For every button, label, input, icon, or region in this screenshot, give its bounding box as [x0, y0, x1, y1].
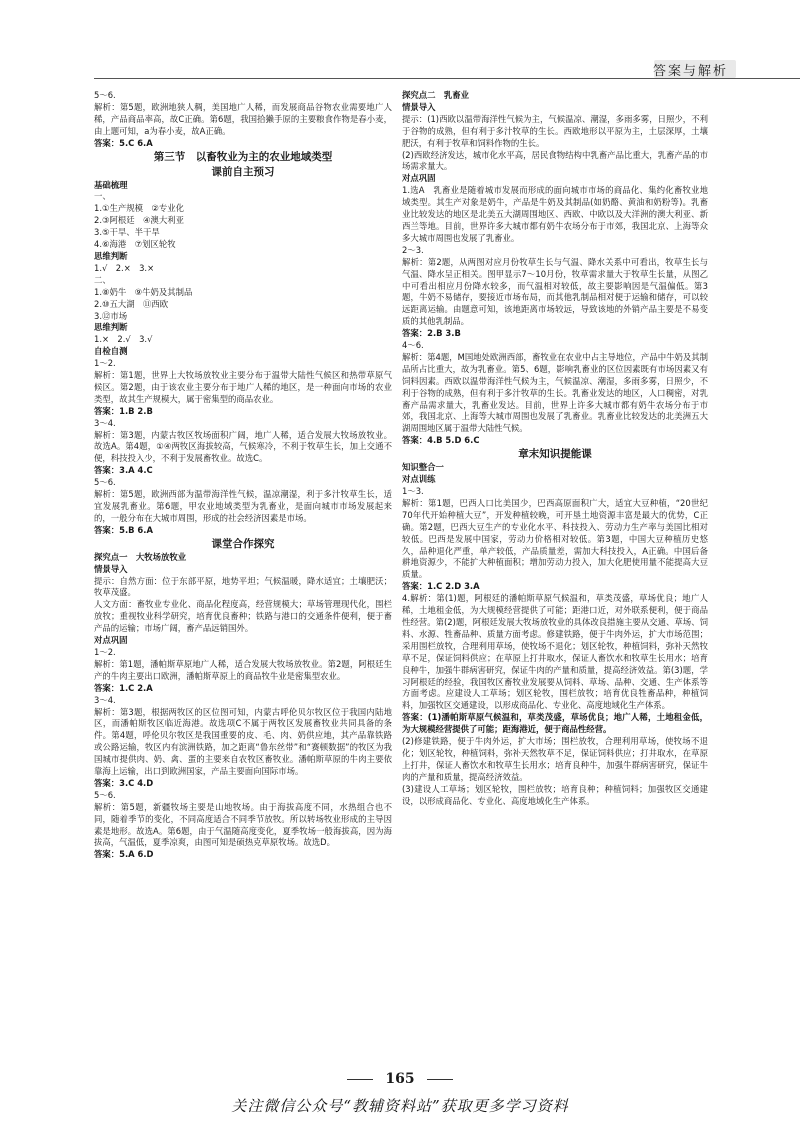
left-column-line: 人文方面：畜牧业专业化、商品化程度高，经营规模大；草场管理现代化，围栏放牧；重视牧业科学研究，培育优良畜种；铁路与港口的交通条件便利，便于畜产品的运输；市场广阔，畜产品远销国外。: [94, 599, 392, 634]
left-column-line: 提示：自然方面：位于东部平原，地势平坦；气候温暖，降水适宜；土壤肥沃；牧草茂盛。: [94, 575, 392, 598]
left-column-line: 解析：第3题，内蒙古牧区牧场面积广阔，地广人稀，适合发展大牧场放牧业。故选A。第4题，①④两牧区海拔较高，气候寒冷，不利于牧草生长，加上交通不便，科技投入少，不利于发展畜牧业。故选C。: [94, 429, 392, 464]
left-column-line: 答案：1.C 2.A: [94, 682, 153, 693]
left-column-line: 思维判断: [94, 322, 128, 333]
right-column-line: 章末知识提能课: [518, 448, 592, 461]
page-number-dash-left: [347, 1079, 373, 1080]
left-column-line: 3.⑤干旱、半干旱: [94, 227, 160, 238]
left-column-line: 基础梳理: [94, 179, 128, 190]
left-column-line: 1.⑧奶牛 ⑨牛奶及其制品: [94, 286, 193, 297]
right-column: [402, 90, 708, 807]
right-column-line: 解析：第2题，从两图对应月份牧草生长与气温、降水关系中可看出，牧草生长与气温、降水呈正相关。图甲显示7～10月份，牧草需求量大于牧草生长量，从图乙中可看出相应月份降水较多，而气温相对较低，故主要影响因是气温偏低。第3题，牛奶不易储存，要接近市场布局，而其他乳制品相对便于运输和储存，可以较远距离运输。由题意可知，该地距离市场较远，导致该地的外销产品主要是不易变质的其他乳制品。: [402, 256, 708, 327]
left-column-line: 5～6.: [94, 90, 116, 100]
left-column-line: 1.× 2.√ 3.√: [94, 334, 153, 345]
right-column-line: (3)建设人工草场；划区轮牧，围栏放牧；培育良种；种植饲料；加强牧区交通建设，以形成商品化、专业化、高度地域化生产体系。: [402, 783, 708, 806]
page-number-dash-right: [427, 1079, 453, 1080]
left-column-line: 2.③阿根廷 ④澳大利亚: [94, 215, 185, 226]
running-header-title: 答案与解析: [652, 64, 728, 79]
right-column-line: 提示：(1)西欧以温带海洋性气候为主，气候温凉、潮湿，多雨多雾，日照少，不利于谷物的成熟，但有利于多汁牧草的生长。西欧地形以平原为主，土层深厚，土壤肥沃，有利于牧草和饲料作物的生长。: [402, 113, 708, 148]
right-column-line: 1～3.: [402, 486, 424, 496]
left-column-line: 第三节 以畜牧业为主的农业地域类型: [153, 150, 333, 163]
left-column-line: 对点巩固: [94, 635, 128, 646]
left-column-line: 1～2.: [94, 358, 116, 369]
left-column-line: 探究点一 大牧场放牧业: [94, 551, 187, 562]
left-column-line: 5～6.: [94, 789, 116, 800]
right-column-line: (2)西欧经济发达，城市化水平高，居民食物结构中乳畜产品比重大，乳畜产品的市场需求量大。: [402, 149, 708, 172]
left-column-line: 课前自主预习: [211, 165, 275, 178]
left-column-line: 思维判断: [94, 250, 128, 261]
right-column-line: 解析：第1题，巴西人口比美国少，巴西高原面积广大，适宜大豆种植，“20世纪70年代开始种植大豆”，开发种植较晚，可开垦土地资源丰富是最大的优势，C正确。第2题，巴西大豆生产的专业化水平、科技投入、劳动力生产率与美国比相对较低。巴西是发展中国家，劳动力价格相对较低。第3题，中国大豆种植历史悠久，品种退化严重，单产较低，产品质量差，需加大科技投入，A正确。中国后备耕地资源少，不能扩大种植面积；增加劳动力投入，加大化肥使用量不能提高大豆质量。: [402, 497, 708, 580]
left-column-line: 解析：第5题，欧洲西部为温带海洋性气候，温凉潮湿，利于多汁牧草生长，适宜发展乳畜业。第6题，甲农业地域类型为乳畜业，是面向城市市场发展起来的，一般分布在大城市周围，形成的社会经济因素是市场。: [94, 489, 392, 523]
right-column-line: 4.解析：第(1)题，阿根廷的潘帕斯草原气候温和，草类茂盛，草场优良；地广人稀，土地租金低，为大规模经营提供了可能；距港口近，对外联系便利，便于商品性经营。第(2)题，阿根廷发展大牧场放牧业的具体改良措施主要从交通、草场、饲料、水源、牲畜品种、质量方面考虑。修建铁路，便于牛肉外运，扩大市场范围；采用围栏放牧，合理利用草场，使牧场不退化；划区轮牧，种植饲料，弥补天然牧草不足，保证饲料供应；在草原上打井取水，保证人畜饮水和牧草生长用水；培育良种牛，加强牛群病害研究，保证牛肉的产量和质量，提高经济效益。第(3)题，学习阿根廷的经验，我国牧区畜牧业发展要从饲料、草场、品种、交通、生产体系等方面考虑。应建设人工草场；划区轮牧，围栏放牧；培育优良牲畜品种，种植饲料，加强牧区交通建设，以形成商品化、专业化、高度地域化生产体系。: [402, 593, 708, 711]
right-column-line: 4～6.: [402, 340, 424, 351]
right-column-line: 答案：4.B 5.D 6.C: [402, 435, 480, 446]
right-column-line: 情景导入: [402, 101, 436, 112]
left-column-line: 3～4.: [94, 417, 116, 428]
right-column-line: 答案：(1)潘帕斯草原气候温和，草类茂盛，草场优良；地广人稀，土地租金低，为大规模经营提供了可能；距海港近，便于商品性经营。: [402, 712, 708, 735]
right-column-line: 1.选A 乳畜业是随着城市发展而形成的面向城市市场的商品化、集约化畜牧业地域类型。其生产对象是奶牛，产品是牛奶及其制品(如奶酪、黄油和奶粉等)。乳畜业比较发达的地区是北美五大湖周围地区、西欧、中欧以及大洋洲的澳大利亚、新西兰等地。目前，世界许多大城市都有奶牛农场分布于市郊，我国北京、上海等众多大城市周围也发展了乳畜业。: [402, 185, 708, 243]
footer-watermark-note: 关注微信公众号“教辅资料站”获取更多学习资料: [231, 1097, 569, 1115]
left-column-line: 二、: [94, 274, 111, 285]
right-column-line: (2)修建铁路，便于牛肉外运，扩大市场；围栏放牧，合理利用草场，使牧场不退化；划区轮牧，种植饲料，弥补天然牧草不足，保证饲料供应；打井取水，在草原上打井，保证人畜饮水和牧草生长用水；培育良种牛，加强牛群病害研究，保证牛肉的产量和质量，提高经济效益。: [402, 736, 708, 782]
right-column-line: 解析：第4题，M国地处欧洲西部，畜牧业在农业中占主导地位，产品中牛奶及其制品所占比重大，故为乳畜业。第5、6题，影响乳畜业的区位因素既有市场因素又有饲料因素。西欧以温带海洋性气候为主，气候温凉、潮湿，多雨多雾，日照少，不利于谷物的成熟，但有利于多汁牧草的生长。乳畜业发达的地区，人口稠密，对乳畜产品需求量大，乳畜业发达。目前，世界上许多大城市都有奶牛农场分布于市郊，我国北京、上海等大城市周围也发展了乳畜业。乳畜业比较发达的北美洲五大湖周围地区属于温带大陆性气候。: [402, 351, 708, 434]
right-column-line: 探究点二 乳畜业: [402, 90, 469, 100]
left-column-line: 5～6.: [94, 477, 116, 488]
right-column-line: 对点训练: [402, 474, 436, 485]
left-column-line: 1～2.: [94, 646, 116, 657]
left-column-line: 情景导入: [94, 563, 128, 574]
left-column-line: 答案：3.A 4.C: [94, 465, 153, 476]
page-number-row: [0, 1071, 800, 1087]
header-rule: [94, 78, 800, 79]
left-column-line: 解析：第1题，世界上大牧场放牧业主要分布于温带大陆性气候区和热带草原气候区。第2题，由于该农业主要分布于地广人稀的地区，是一种面向市场的农业类型，故其生产规模大，属于密集型的商品农业。: [94, 370, 392, 404]
left-column-line: 答案：1.B 2.B: [94, 405, 153, 416]
right-column-line: 对点巩固: [402, 173, 436, 184]
right-column-line: 知识整合一: [402, 462, 444, 473]
right-column-line: 答案：1.C 2.D 3.A: [402, 581, 480, 592]
right-column-line: 答案：2.B 3.B: [402, 328, 461, 339]
page-number: 165: [385, 1071, 415, 1087]
left-column-line: 答案：5.C 6.A: [94, 137, 153, 148]
left-column-line: 2.⑩五大湖 ⑪西欧: [94, 298, 169, 309]
left-column-line: 一、: [94, 191, 111, 202]
left-column-line: 答案：5.B 6.A: [94, 524, 153, 535]
left-column-line: 3.⑫市场: [94, 310, 128, 321]
left-column-line: 自检自测: [94, 346, 128, 357]
left-column-line: 解析：第1题，潘帕斯草原地广人稀，适合发展大牧场放牧业。第2题，阿根廷生产的牛肉主要出口欧洲，潘帕斯草原上的商品牧牛业是密集型农业。: [94, 658, 392, 681]
left-column-line: 解析：第5题，欧洲地狭人稠，美国地广人稀，而发展商品谷物农业需要地广人稀，产品商品率高，故C正确。第6题，我国拾獭手原的主要粮食作物是春小麦，由上题可知，a为春小麦，故A正确。: [94, 101, 392, 136]
left-column-line: 1.√ 2.× 3.×: [94, 262, 155, 273]
left-column-line: 答案：5.A 6.D: [94, 849, 154, 860]
left-column-line: 答案：3.C 4.D: [94, 777, 154, 788]
left-column-line: 解析：第5题，新疆牧场主要是山地牧场。由于海拔高度不同，水热组合也不同，随着季节的变化，不同高度适合不同季节放牧。所以转场牧业形成的主导因素是地形。故选A。第6题，由于气温随高度变化，夏季牧场一般海拔高，因为海拔高，气温低，夏季凉爽，由图可知是硕热克草原牧场。故选D。: [94, 801, 392, 848]
left-column-line: 4.⑥海港 ⑦划区轮牧: [94, 239, 176, 250]
left-column-line: 3～4.: [94, 694, 116, 705]
left-column: [94, 90, 392, 861]
left-column-line: 课堂合作探究: [211, 537, 275, 550]
left-column-line: 解析：第3题，根据两牧区的区位图可知，内蒙古呼伦贝尔牧区位于我国内陆地区，而潘帕斯牧区临近海港。故选项C不属于两牧区发展畜牧业共同具备的条件。第4题，呼伦贝尔牧区是我国重要的皮、毛、肉、奶供应地，其产品靠铁路或公路运输，牧区内有滨洲铁路，加之距离“鲁东丝带”和“赛顿数据”的牧区为我国城市提供肉、奶、禽、蛋的主要来自农牧区畜牧业。潘帕斯草原的牛肉主要依靠海上运输，出口到欧洲国家，产品主要面向国际市场。: [94, 706, 392, 777]
left-column-line: 1.①生产规模 ②专业化: [94, 203, 185, 214]
right-column-line: 2～3.: [402, 244, 424, 255]
